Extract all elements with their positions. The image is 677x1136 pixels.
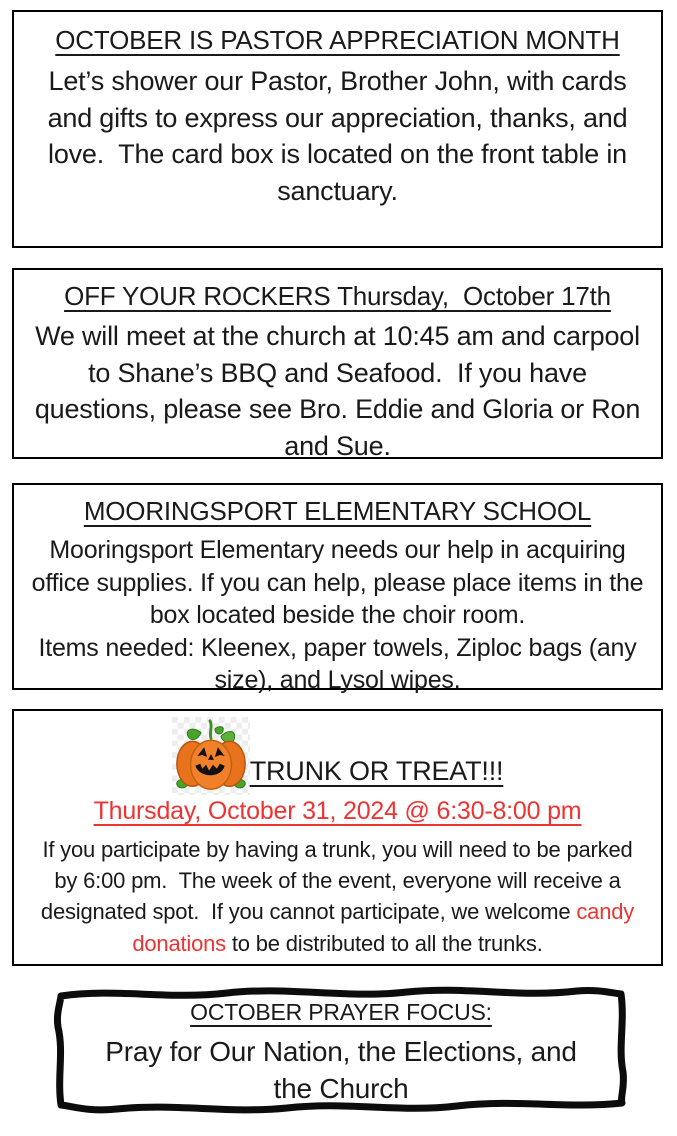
prayer-focus-content: [47, 982, 635, 1108]
trunk-or-treat-datetime: Thursday, October 31, 2024 @ 6:30-8:00 pm: [93, 797, 582, 825]
trunk-body-text-post: to be distributed to all the trunks.: [225, 930, 543, 956]
trunk-or-treat-body: [14, 826, 661, 959]
mooringsport-school-body: Mooringsport Elementary needs our help in acquiring office supplies. If you can help, please place items in the box located beside the choir room.: [31, 536, 651, 629]
trunk-or-treat-title: TRUNK OR TREAT!!!: [249, 756, 504, 786]
mooringsport-items-needed: Items needed: Kleenex, paper towels, Ziploc bags (any size), and Lysol wipes.: [38, 633, 644, 694]
pumpkin-icon: [172, 717, 250, 795]
prayer-focus-body: Pray for Our Nation, the Elections, and the Church: [105, 1036, 585, 1104]
bulletin-page: [0, 10, 677, 1136]
section-mooringsport-school: [12, 483, 663, 694]
mooringsport-school-title: MOORINGSPORT ELEMENTARY SCHOOL: [83, 496, 592, 526]
prayer-focus-title: OCTOBER PRAYER FOCUS:: [190, 999, 492, 1025]
candy-donations-highlight: candy donations: [132, 899, 640, 956]
trunk-or-treat-header: [14, 713, 661, 795]
section-pastor-appreciation: [12, 10, 663, 248]
pastor-appreciation-title: OCTOBER IS PASTOR APPRECIATION MONTH: [55, 25, 620, 55]
section-prayer-focus: [47, 982, 635, 1117]
trunk-body-text-pre: If you participate by having a trunk, you will need to be parked by 6:00 pm. The week of the event, everyone will receive a designated spot. If you cannot participate, we welcome: [40, 837, 639, 925]
section-off-your-rockers: [12, 268, 663, 462]
pastor-appreciation-body: Let’s shower our Pastor, Brother John, with cards and gifts to express our appreciation, thanks, and love. The card box is located on the front table in sanctuary.: [47, 66, 635, 207]
off-your-rockers-title: OFF YOUR ROCKERS Thursday, October 17th: [64, 281, 611, 311]
off-your-rockers-body: We will meet at the church at 10:45 am and carpool to Shane’s BBQ and Seafood. If you have questions, please see Bro. Eddie and Gloria or Ron and Sue.: [34, 321, 648, 462]
section-trunk-or-treat: [12, 709, 663, 966]
